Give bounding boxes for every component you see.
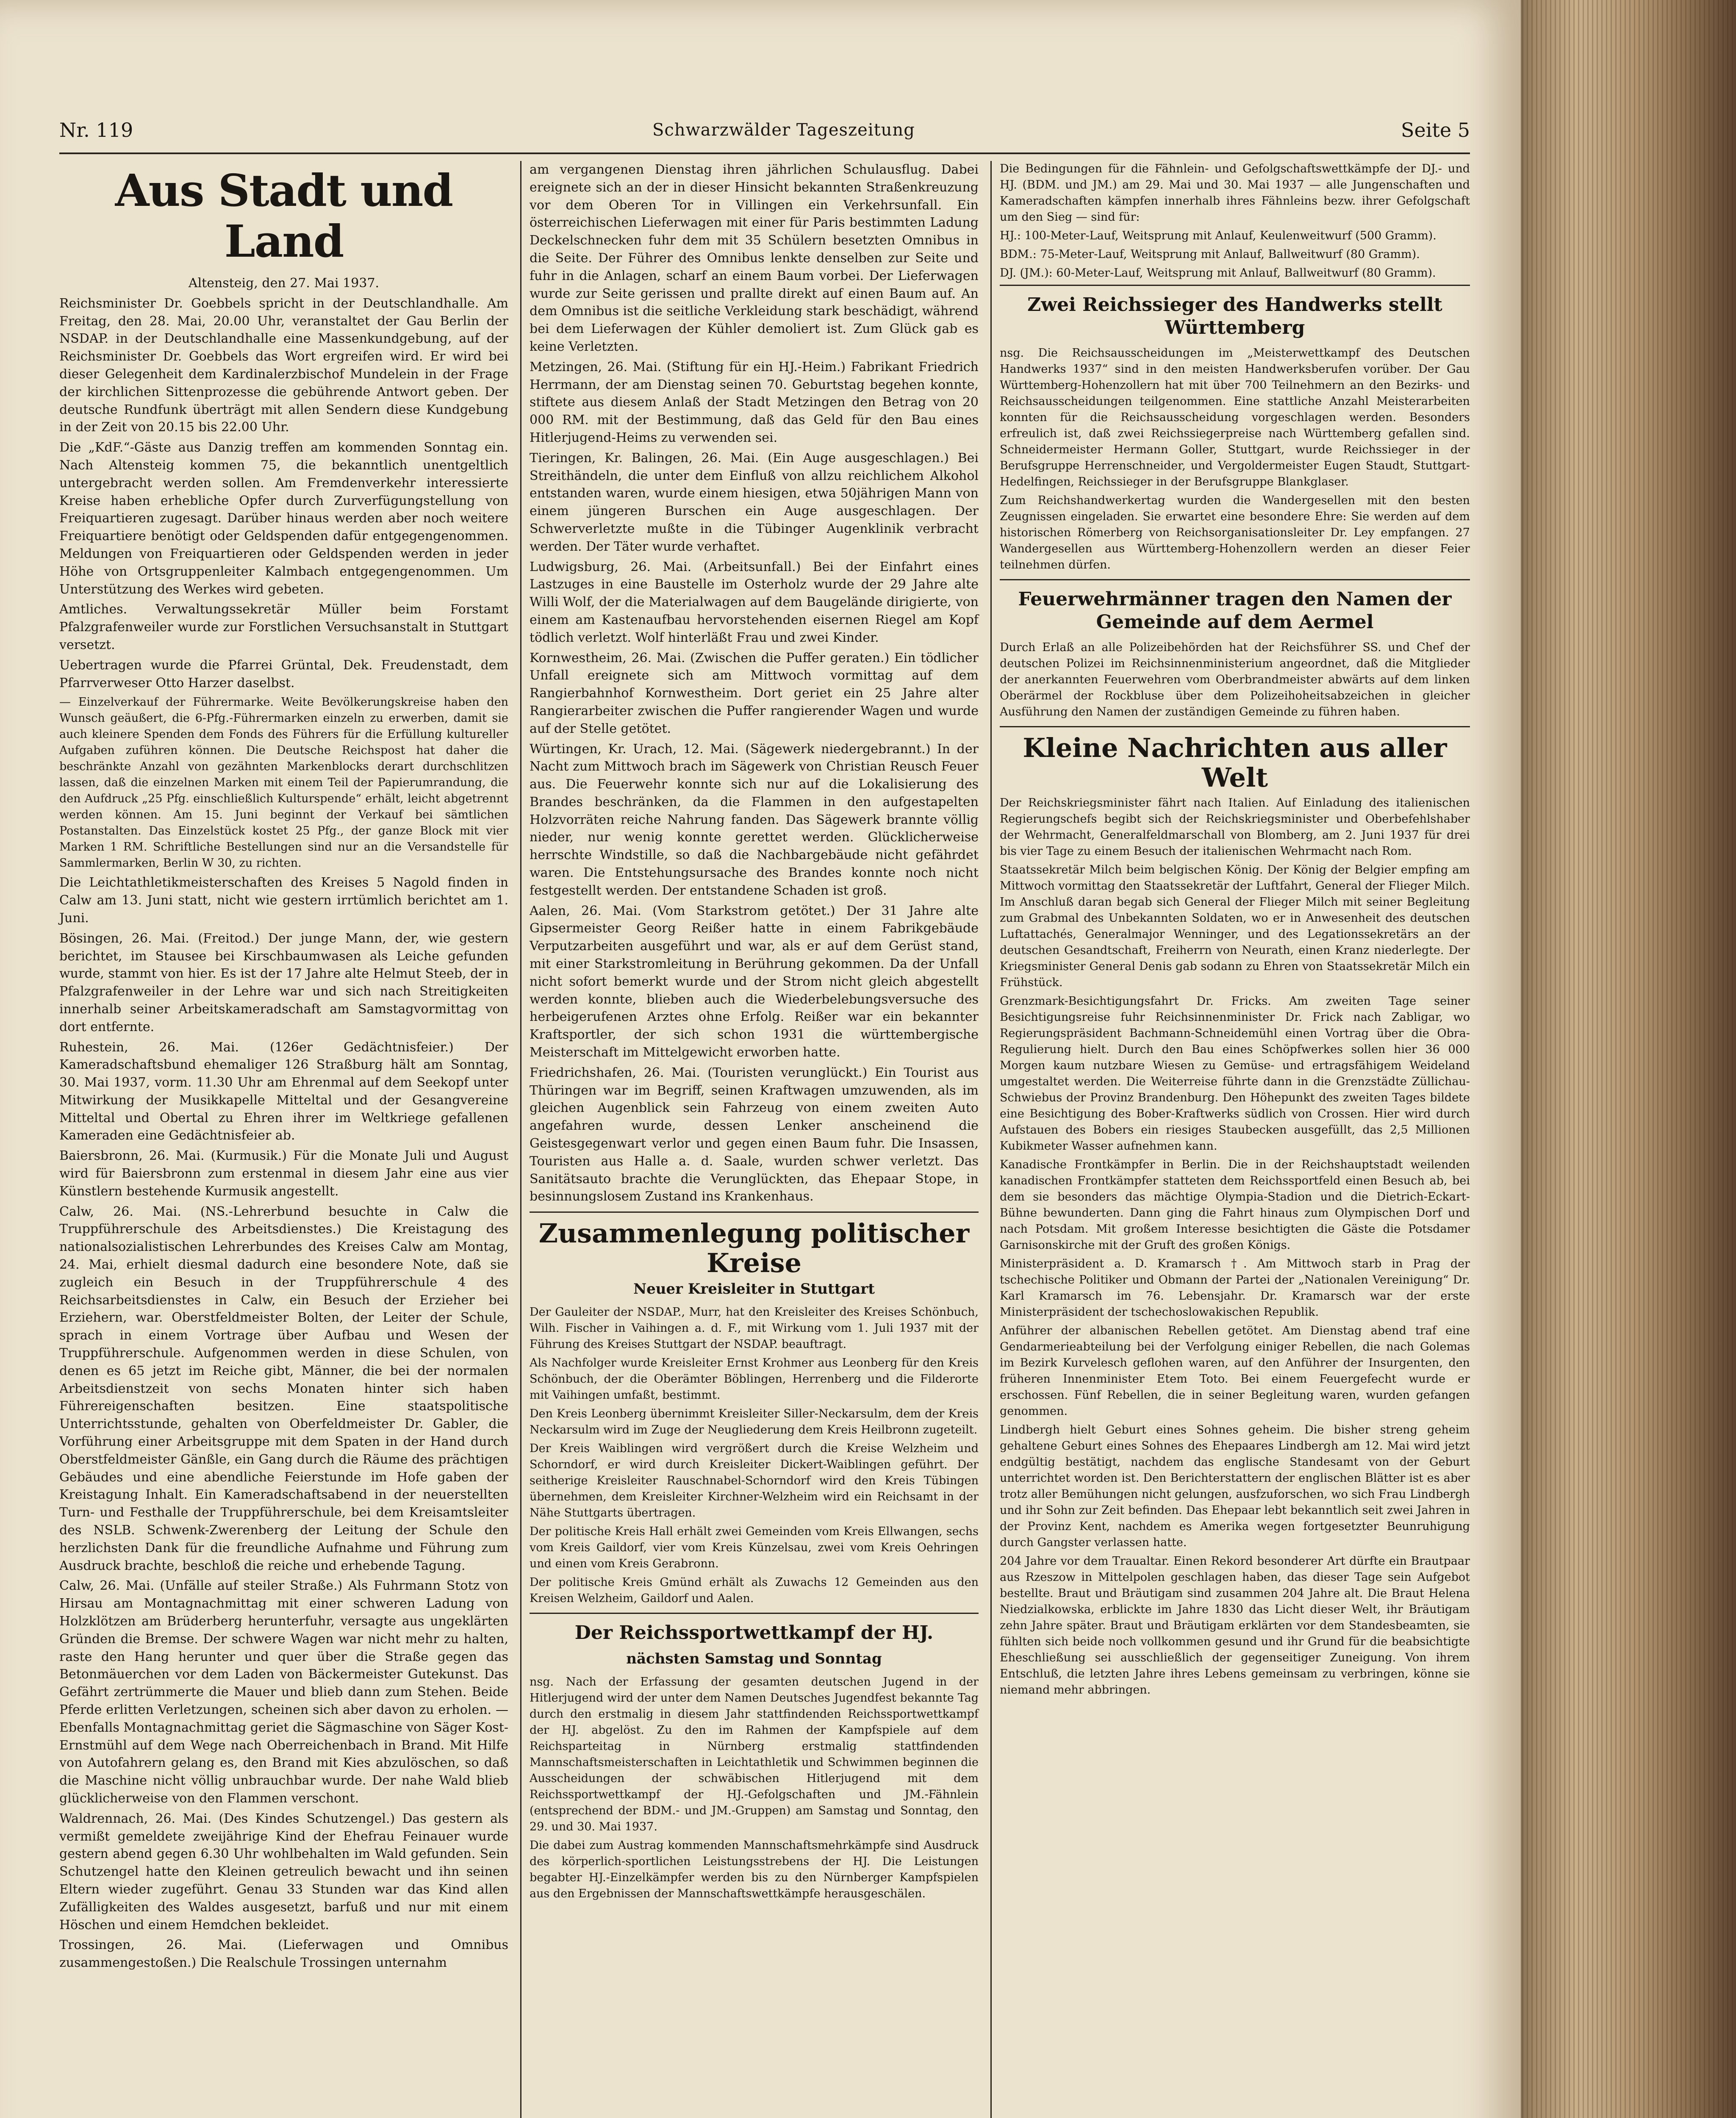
dateline: Altensteig, den 27. Mai 1937.	[188, 276, 380, 291]
article: Zum Reichshandwerkertag wurden die Wandergesellen mit den besten Zeugnissen eingeladen. Sie erwartet eine besondere Ehre: Sie werden auf dem historischen Römerberg von Reichsorganisationsleiter Dr. Ley empfangen. 27 Wandergesellen aus Württemberg-Hohenzollern werden an dieser Feier teilnehmen dürfen.	[1000, 494, 1470, 571]
book-spine	[1508, 0, 1736, 2118]
headline-reichssieger: Zwei Reichssieger des Handwerks stellt Württemberg	[1027, 294, 1442, 338]
article: Ludwigsburg, 26. Mai. (Arbeitsunfall.) Bei der Einfahrt eines Lastzuges in eine Baustelle im Osterholz wurde der 29 Jahre alte Willi Wolf, der die Materialwagen auf dem Baugelände dirigierte, von einem am Kastenaufbau hervorstehenden eisernen Riegel am Kopf tödlich verletzt. Wolf hinterläßt Frau und zwei Kinder.	[530, 559, 979, 645]
article: — Einzelverkauf der Führermarke. Weite Bevölkerungskreise haben den Wunsch geäußert, die 6-Pfg.-Führermarken einzeln zu erwerben, damit sie auch kleinere Spenden dem Fonds des Führers für die Erfüllung kultureller Aufgaben zuführen können. Die Deutsche Reichspost hat daher die beschränkte Anzahl von gezähnten Markenblocks derart durchschlitzen lassen, daß die einzelnen Marken mit einem Teil der Papierumrandung, die den Aufdruck „25 Pfg. einschließlich Kulturspende“ erhält, leicht abgetrennt werden können. Am 15. Juni beginnt der Verkauf bei sämtlichen Postanstalten. Das Einzelstück kostet 25 Pfg., der ganze Block mit vier Marken 1 RM. Schriftliche Bestellungen sind nur an die Versandstelle für Sammlermarken, Berlin W 30, zu richten.	[59, 696, 508, 870]
newspaper-title: Schwarzwälder Tageszeitung	[652, 120, 915, 140]
article: Friedrichshafen, 26. Mai. (Touristen verunglückt.) Ein Tourist aus Thüringen war im Begriff, seinen Kraftwagen umzuwenden, als im gleichen Augenblick sein Fahrzeug von einem zweiten Auto angefahren wurde, dessen Lenker anscheinend die Geistesgegenwart verlor und gegen einen Baum fuhr. Die Insassen, Touristen aus Halle a. d. Saale, wurden schwer verletzt. Das Sanitätsauto brachte die Verunglückten, das Ehepaar Stope, in besinnungslosem Zustand ins Krankenhaus.	[530, 1065, 979, 1204]
column-2	[530, 161, 979, 1905]
article: Der Gauleiter der NSDAP., Murr, hat den Kreisleiter des Kreises Schönbuch, Wilh. Fischer in Vaihingen a. d. F., mit Wirkung vom 1. Juli 1937 mit der Führung des Kreises Stuttgart der NSDAP. beauftragt.	[530, 1306, 979, 1351]
article: Ruhestein, 26. Mai. (126er Gedächtnisfeier.) Der Kameradschaftsbund ehemaliger 126 Straßburg hält am Sonntag, 30. Mai 1937, vorm. 11.30 Uhr am Ehrenmal auf dem Seekopf unter Mitwirkung der Musikkapelle Mitteltal und der Gesangvereine Mitteltal und Obertal zu Ehren ihrer im Weltkriege gefallenen Kameraden eine Gedächtnisfeier ab.	[59, 1040, 508, 1143]
article: Trossingen, 26. Mai. (Lieferwagen und Omnibus zusammengestoßen.) Die Realschule Trossingen unternahm	[59, 1938, 508, 1971]
article: Den Kreis Leonberg übernimmt Kreisleiter Siller-Neckarsulm, dem der Kreis Neckarsulm wird im Zuge der Neugliederung dem Kreis Heilbronn zugeteilt.	[530, 1407, 979, 1437]
subheadline: Neuer Kreisleiter in Stuttgart	[633, 1281, 875, 1298]
article: Bösingen, 26. Mai. (Freitod.) Der junge Mann, der, wie gestern berichtet, im Stausee bei Kirschbaumwasen als Leiche gefunden wurde, stammt von hier. Es ist der 17 Jahre alte Helmut Steeb, der in Pfalzgrafenweiler in der Lehre war und sich nach Streitigkeiten innerhalb seiner Arbeitskameradschaft am Samstagvormittag von dort entfernte.	[59, 931, 508, 1034]
article: BDM.: 75-Meter-Lauf, Weitsprung mit Anlauf, Ballweitwurf (80 Gramm).	[1000, 248, 1420, 261]
column-3	[1000, 161, 1470, 1701]
article: Die „KdF.“-Gäste aus Danzig treffen am kommenden Sonntag ein. Nach Altensteig kommen 75, die bekanntlich unentgeltlich untergebracht werden sollen. Am Fremdenverkehr interessierte Kreise haben erhebliche Opfer durch Zurverfügungstellung von Freiquartieren zugesagt. Darüber hinaus werden aber noch weitere Freiquartiere benötigt oder Geldspenden dafür entgegengenommen. Meldungen von Freiquartieren oder Geldspenden werden in jeder Höhe von Ortsgruppenleiter Kalmbach entgegengenommen. Um Unterstützung des Werkes wird gebeten.	[59, 440, 508, 597]
article: Lindbergh hielt Geburt eines Sohnes geheim. Die bisher streng geheim gehaltene Geburt eines Sohnes des Ehepaares Lindbergh am 12. Mai wird jetzt endgültig bestätigt, nachdem das englische Standesamt von der Geburt unterrichtet worden ist. Den Berichterstattern der englischen Blätter ist es aber trotz aller Bemühungen nicht gelungen, ausfzuforschen, wo sich Frau Lindbergh und ihr Sohn zur Zeit befinden. Das Ehepaar lebt bekanntlich seit zwei Jahren in der Provinz Kent, nachdem es Amerika wegen fortgesetzter Beunruhigung durch Gangster verlassen hatte.	[1000, 1423, 1470, 1549]
article: HJ.: 100-Meter-Lauf, Weitsprung mit Anlauf, Keulenweitwurf (500 Gramm).	[1000, 229, 1436, 242]
article: Der politische Kreis Hall erhält zwei Gemeinden vom Kreis Ellwangen, sechs vom Kreis Gaildorf, vier vom Kreis Künzelsau, zwei vom Kreis Oehringen und einen vom Kreis Gerabronn.	[530, 1525, 979, 1571]
article: Calw, 26. Mai. (NS.-Lehrerbund besuchte in Calw die Truppführerschule des Arbeitsdienstes.) Die Kreistagung des nationalsozialistischen Lehrerbundes des Kreises Calw am Montag, 24. Mai, erhielt diesmal dadurch eine besondere Note, daß sie zugleich ein Besuch in der Truppführerschule 4 des Reichsarbeitsdienstes in Calw, ein Besuch der Erzieher bei Erziehern, war. Oberstfeldmeister Bolten, der Leiter der Schule, sprach in einem Vortrage über Aufbau und Wesen der Truppführerschule. Aufgenommen werden in diese Schulen, von denen es 65 jetzt im Reiche gibt, Männer, die bei der normalen Arbeitsdienstzeit von sechs Monaten hinter sich haben Führereigenschaften besitzen. Eine staatspolitische Unterrichtsstunde, gehalten von Oberfeldmeister Dr. Gabler, die Vorführung einer Arbeitsgruppe mit dem Spaten in der Hand durch Oberstfeldmeister Gänßle, ein Gang durch die Räume des prächtigen Gebäudes und eine abendliche Feierstunde im Hofe gaben der Kreistagung Inhalt. Ein Kameradschaftsabend in der neuerstellten Turn- und Festhalle der Truppführerschule, bei dem Kreisamtsleiter des NSLB. Schwenk-Zwerenberg der Leitung der Schule den herzlichsten Dank für die freundliche Aufnahme und Führung zum Ausdruck brachte, beschloß die reiche und erhebende Tagung.	[59, 1204, 508, 1573]
divider	[530, 1613, 979, 1614]
article: Aalen, 26. Mai. (Vom Starkstrom getötet.) Der 31 Jahre alte Gipsermeister Georg Reißer hatte in einem Fabrikgebäude Verputzarbeiten ausgeführt und war, als er auf dem Gerüst stand, mit einer Starkstromleitung in Berührung gekommen. Da der Unfall nicht sofort bemerkt wurde und der Strom nicht gleich abgestellt werden konnte, blieben auch die Wiederbelebungsversuche des herbeigerufenen Arztes ohne Erfolg. Reißer war ein bekannter Kraftsportler, der sich schon 1931 die württembergische Meisterschaft im Mittelgewicht erworben hatte.	[530, 903, 979, 1060]
article: Der Kreis Waiblingen wird vergrößert durch die Kreise Welzheim und Schorndorf, er wird durch Kreisleiter Dickert-Waiblingen geführt. Der seitherige Kreisleiter Rauschnabel-Schorndorf wird den Kreis Tübingen übernehmen, dem Kreisleiter Kirchner-Welzheim wird ein Reichsamt in der Nähe Stuttgarts übertragen.	[530, 1442, 979, 1520]
page-header	[59, 114, 1470, 154]
divider	[1000, 579, 1470, 580]
article: Calw, 26. Mai. (Unfälle auf steiler Straße.) Als Fuhrmann Stotz von Hirsau am Montagnachmittag mit einer schweren Ladung von Holzklötzen am Brüderberg herunterfuhr, versagte aus ungeklärten Gründen die Bremse. Der schwere Wagen war nicht mehr zu halten, raste den Hang herunter und quer über die Straße gegen das Betonmäuerchen vor dem Laden von Bäckermeister Gutekunst. Das Gefährt zertrümmerte die Mauer und blieb dann zum Stehen. Beide Pferde erlitten Verletzungen, scheinen sich aber davon zu erholen. — Ebenfalls Montagnachmittag geriet die Sägmaschine von Säger Kost-Ernstmühl auf dem Wege nach Oberreichenbach in Brand. Mit Hilfe von Autofahrern gelang es, den Brand mit Kies abzulöschen, so daß die Maschine nicht völlig unbrauchbar wurde. Der nahe Wald blieb glücklicherweise von den Flammen verschont.	[59, 1578, 508, 1806]
subheadline: nächsten Samstag und Sonntag	[626, 1650, 882, 1668]
article: Die Bedingungen für die Fähnlein- und Gefolgschaftswettkämpfe der DJ.- und HJ. (BDM. und JM.) am 29. Mai und 30. Mai 1937 — alle Jungenschaften und Kameradschaften kämpfen innerhalb ihres Fähnleins bezw. ihrer Gefolgschaft um den Sieg — sind für:	[1000, 162, 1470, 224]
article: Ministerpräsident a. D. Kramarsch †. Am Mittwoch starb in Prag der tschechische Politiker und Obmann der Partei der „Nationalen Vereinigung“ Dr. Karl Kramarsch im 76. Lebensjahr. Dr. Kramarsch war der erste Ministerpräsident der tschechoslowakischen Republik.	[1000, 1257, 1470, 1319]
article: Durch Erlaß an alle Polizeibehörden hat der Reichsführer SS. und Chef der deutschen Polizei im Reichsinnenministerium angeordnet, daß die Mitglieder der anerkannten Feuerwehren vom Oberbrandmeister abwärts auf dem linken Oberärmel der Rockbluse über dem Polizeihoheitsabzeichen in gleicher Ausführung den Namen der zuständigen Gemeinde zu führen haben.	[1000, 641, 1470, 718]
issue-number: Nr. 119	[59, 119, 133, 141]
article: am vergangenen Dienstag ihren jährlichen Schulausflug. Dabei ereignete sich an der in dieser Hinsicht bekannten Straßenkreuzung vor dem Oberen Tor in Villingen ein Verkehrsunfall. Ein österreichischen Lieferwagen mit einer für Paris bestimmten Ladung Deckelschnecken fuhr dem mit 35 Schülern besetzten Omnibus in die Seite. Der Führer des Omnibus lenkte denselben zur Seite und fuhr in die Anlagen, scharf an einem Baum vorbei. Der Lieferwagen wurde zur Seite gerissen und prallte direkt auf einen Baum auf. An dem Omnibus ist die seitliche Verkleidung stark beschädigt, während bei dem Lieferwagen der Kühler demoliert ist. Zum Glück gab es keine Verletzten.	[530, 162, 979, 354]
article: Der Reichskriegsminister fährt nach Italien. Auf Einladung des italienischen Regierungschefs begibt sich der Reichskriegsminister und Oberbefehlshaber der Wehrmacht, Generalfeldmarschall von Blomberg, am 2. Juni 1937 für drei bis vier Tage zu einem Besuch der italienischen Wehrmacht nach Rom.	[1000, 796, 1470, 858]
page-number: Seite 5	[1400, 119, 1470, 141]
column-rule	[520, 161, 521, 2118]
divider	[530, 1211, 979, 1213]
article: Anführer der albanischen Rebellen getötet. Am Dienstag abend traf eine Gendarmerieabteilung bei der Verfolgung einiger Rebellen, die nach Golemas im Bezirk Kurvelesch geflohen waren, auf den Anführer der Insurgenten, den früheren Innenminister Etem Toto. Bei einem Feuergefecht wurde er erschossen. Fünf Rebellen, die in seiner Begleitung waren, wurden gefangen genommen.	[1000, 1324, 1470, 1418]
column-1	[59, 161, 508, 1974]
headline-reichssportwettkampf: Der Reichssportwettkampf der HJ.	[574, 1622, 934, 1644]
divider	[1000, 726, 1470, 727]
article: Amtliches. Verwaltungssekretär Müller beim Forstamt Pfalzgrafenweiler wurde zur Forstlichen Versuchsanstalt in Stuttgart versetzt.	[59, 602, 508, 652]
headline-kleine-nachrichten: Kleine Nachrichten aus aller Welt	[1023, 732, 1447, 793]
headline-feuerwehr: Feuerwehrmänner tragen den Namen der Gemeinde auf dem Aermel	[1018, 588, 1452, 633]
article: Waldrennach, 26. Mai. (Des Kindes Schutzengel.) Das gestern als vermißt gemeldete zweijährige Kind der Ehefrau Feinauer wurde gestern abend gegen 6.30 Uhr wohlbehalten im Wald gefunden. Sein Schutzengel hatte den Kleinen getreulich bewacht und ihn seinen Eltern wieder zugeführt. Genau 33 Stunden war das Kind allen Zufälligkeiten des Waldes ausgesetzt, barfuß und nur mit einem Höschen und einem Hemdchen bekleidet.	[59, 1811, 508, 1932]
article: Reichsminister Dr. Goebbels spricht in der Deutschlandhalle. Am Freitag, den 28. Mai, 20.00 Uhr, veranstaltet der Gau Berlin der NSDAP. in der Deutschlandhalle eine Massenkundgebung, auf der Reichsminister Dr. Goebbels das Wort ergreifen wird. Er wird bei dieser Gelegenheit dem Kardinalerzbischof Mundelein in der Frage der kirchlichen Sittenprozesse die gebührende Antwort geben. Der deutsche Rundfunk überträgt mit allen Sendern diese Kundgebung in der Zeit von 20.15 bis 22.00 Uhr.	[59, 296, 508, 435]
article: Tieringen, Kr. Balingen, 26. Mai. (Ein Auge ausgeschlagen.) Bei Streithändeln, die unter dem Einfluß von allzu reichlichem Alkohol entstanden waren, wurde einem hiesigen, etwa 50jährigen Mann von einem jüngeren Burschen ein Auge ausgeschlagen. Der Schwerverletzte mußte in die Tübinger Augenklinik verbracht werden. Der Täter wurde verhaftet.	[530, 450, 979, 554]
article: Kanadische Frontkämpfer in Berlin. Die in der Reichshauptstadt weilenden kanadischen Frontkämpfer statteten dem Reichssportfeld einen Besuch ab, bei dem sie besonders das mächtige Olympia-Stadion und die Dietrich-Eckart-Bühne bewunderten. Dann ging die Fahrt hinaus zum Olympischen Dorf und nach Potsdam. Mit großem Interesse besichtigten die Gäste die Potsdamer Garnisonskirche mit der Gruft des großen Königs.	[1000, 1158, 1470, 1252]
article: Würtingen, Kr. Urach, 12. Mai. (Sägewerk niedergebrannt.) In der Nacht zum Mittwoch brach im Sägewerk von Christian Reusch Feuer aus. Die Feuerwehr konnte sich nur auf die Lokalisierung des Brandes beschränken, da die Flammen in den aufgestapelten Holzvorräten reiche Nahrung fanden. Das Sägewerk brannte völlig nieder, nur wenig konnte gerettet werden. Glücklicherweise herrschte Windstille, so daß die Nachbargebäude nicht gefährdet waren. Die Entstehungsursache des Brandes konnte noch nicht festgestellt werden. Der entstandene Schaden ist groß.	[530, 741, 979, 898]
article: Uebertragen wurde die Pfarrei Grüntal, Dek. Freudenstadt, dem Pfarrverweser Otto Harzer daselbst.	[59, 657, 508, 690]
article: Der politische Kreis Gmünd erhält als Zuwachs 12 Gemeinden aus den Kreisen Welzheim, Gaildorf und Aalen.	[530, 1576, 979, 1605]
article: Als Nachfolger wurde Kreisleiter Ernst Krohmer aus Leonberg für den Kreis Schönbuch, der die Oberämter Böblingen, Herrenberg und die Filderorte mit Vaihingen umfaßt, bestimmt.	[530, 1356, 979, 1402]
article: Grenzmark-Besichtigungsfahrt Dr. Fricks. Am zweiten Tage seiner Besichtigungsreise fuhr Reichsinnenminister Dr. Frick nach Zabligar, wo Regierungspräsident Bachmann-Schneidemühl einen Vortrag über die Obra-Regulierung hielt. Durch den Bau eines Schöpfwerkes sollen hier 36 000 Morgen kaum nutzbare Wiesen zu Gemüse- und ertragsfähigem Weideland umgestaltet werden. Die Weiterreise führte dann in die Grenzstädte Züllichau-Schwiebus der Provinz Brandenburg. Den Höhepunkt des zweiten Tages bildete eine Besichtigung des Bober-Kraftwerks südlich von Crossen. Hier wird durch Aufstauen des Bobers ein riesiges Staubecken ausgefüllt, das 2,5 Millionen Kubikmeter Wasser aufnehmen kann.	[1000, 995, 1470, 1153]
article: DJ. (JM.): 60-Meter-Lauf, Weitsprung mit Anlauf, Ballweitwurf (80 Gramm).	[1000, 266, 1436, 280]
article: nsg. Nach der Erfassung der gesamten deutschen Jugend in der Hitlerjugend wird der unter dem Namen Deutsches Jugendfest bekannte Tag durch den erstmalig in diesem Jahr stattfindenden Reichssportwettkampf der HJ. abgelöst. Zu den im Rahmen der Kampfspiele auf dem Reichsparteitag in Nürnberg erstmalig stattfindenden Mannschaftsmeisterschaften in Leichtathletik und Schwimmen beginnen die Ausscheidungen der schwäbischen Hitlerjugend mit dem Reichssportwettkampf der HJ.-Gefolgschaften und JM.-Fähnlein (entsprechend der BDM.- und JM.-Gruppen) am Samstag und Sonntag, den 29. und 30. Mai 1937.	[530, 1675, 979, 1833]
article: Kornwestheim, 26. Mai. (Zwischen die Puffer geraten.) Ein tödlicher Unfall ereignete sich am Mittwoch vormittag auf dem Rangierbahnhof Kornwestheim. Dort geriet ein 25 Jahre alter Rangierarbeiter zwischen die Puffer rangierender Wagen und wurde auf der Stelle getötet.	[530, 650, 979, 736]
article: Metzingen, 26. Mai. (Stiftung für ein HJ.-Heim.) Fabrikant Friedrich Herrmann, der am Dienstag seinen 70. Geburtstag begehen konnte, stiftete aus diesem Anlaß der Stadt Metzingen den Betrag von 20 000 RM. mit der Bestimmung, daß das Geld für den Bau eines Hitlerjugend-Heims zu verwenden sei.	[530, 359, 979, 445]
article: Die Leichtathletikmeisterschaften des Kreises 5 Nagold finden in Calw am 13. Juni statt, nicht wie gestern irrtümlich berichtet am 1. Juni.	[59, 875, 508, 926]
section-headline: Aus Stadt und Land	[115, 164, 453, 267]
divider	[1000, 285, 1470, 286]
column-rule	[990, 161, 992, 2118]
article: 204 Jahre vor dem Traualtar. Einen Rekord besonderer Art dürfte ein Brautpaar aus Rzeszow in Mittelpolen geschlagen haben, das dieser Tage sein Aufgebot bestellte. Braut und Bräutigam sind zusammen 204 Jahre alt. Die Braut Helena Niedzialkowska, erblickte im Jahre 1830 das Licht dieser Welt, ihr Bräutigam zehn Jahre später. Braut und Bräutigam erklärten vor dem Standesbeamten, sie fühlten sich beide noch vollkommen gesund und ihr Grund für die beabsichtigte Eheschließung sei ausschließlich der gegenseitiger Zuneigung. Von ihrem Entschluß, die letzten Jahre ihres Lebens gemeinsam zu verbringen, könne sie niemand mehr abbringen.	[1000, 1555, 1470, 1697]
article: nsg. Die Reichsausscheidungen im „Meisterwettkampf des Deutschen Handwerks 1937“ sind in den meisten Handwerksberufen vorüber. Der Gau Württemberg-Hohenzollern hat mit über 700 Teilnehmern an den Bezirks- und Reichsausscheidungen teilgenommen. Eine stattliche Anzahl Meisterarbeiten konnten für die Reichsausscheidung vorgeschlagen werden. Besonders erfreulich ist, daß zwei Reichssiegerpreise nach Württemberg gefallen sind. Schneidermeister Hermann Goller, Stuttgart, wurde Reichssieger in der Berufsgruppe Herrenschneider, und Vergoldermeister Eugen Staudt, Stuttgart-Hedelfingen, Reichssieger in der Berufsgruppe Blankglaser.	[1000, 347, 1470, 488]
headline-kreise: Zusammenlegung politischer Kreise	[538, 1218, 970, 1279]
article: Die dabei zum Austrag kommenden Mannschaftsmehrkämpfe sind Ausdruck des körperlich-sportlichen Leistungsstrebens der HJ. Die Leistungen begabter HJ.-Einzelkämpfer werden bis zu den Nürnberger Kampfspielen aus den Ergebnissen der Mannschaftswettkämpfe herausgeschälen.	[530, 1838, 979, 1900]
article: Staatssekretär Milch beim belgischen König. Der König der Belgier empfing am Mittwoch vormittag den Staatssekretär der Luftfahrt, General der Flieger Milch. Im Anschluß daran begab sich General der Flieger Milch mit seiner Begleitung zum Grabmal des Unbekannten Soldaten, wo er in Anwesenheit des deutschen Luftattachés, Generalmajor Wenninger, und des Legationssekretärs an der deutschen Gesandtschaft, Freiherrn von Neurath, einen Kranz niederlegte. Der Kriegsminister General Denis gab sodann zu Ehren von Staatssekretär Milch ein Frühstück.	[1000, 863, 1470, 989]
article: Baiersbronn, 26. Mai. (Kurmusik.) Für die Monate Juli und August wird für Baiersbronn zum erstenmal in diesem Jahr eine aus vier Künstlern bestehende Kurmusik angestellt.	[59, 1148, 508, 1199]
